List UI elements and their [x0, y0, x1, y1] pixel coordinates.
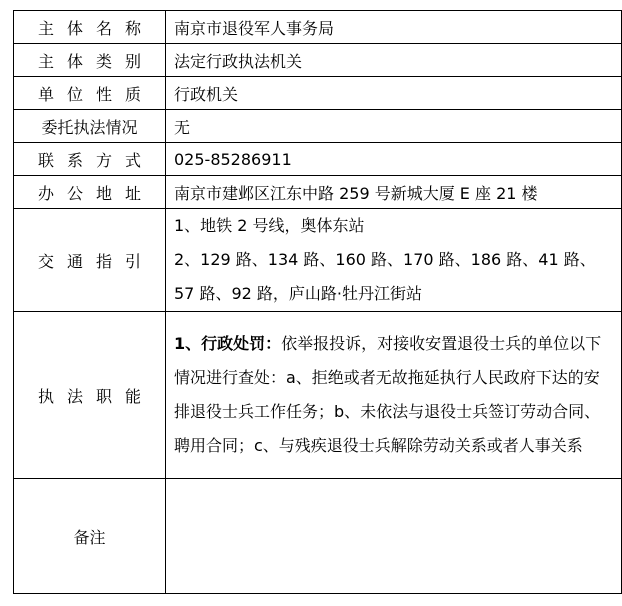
- label-duties: 执法职能: [37, 386, 154, 406]
- row-delegated-enforcement: [14, 110, 622, 143]
- label-delegated-enforcement: 委托执法情况: [14, 110, 166, 143]
- row-contact: [14, 143, 622, 176]
- label-contact: 联系方式: [37, 150, 154, 170]
- value-delegated-enforcement: 无: [166, 110, 622, 143]
- value-transport: [166, 209, 622, 312]
- label-transport: 交通指引: [37, 251, 154, 271]
- value-remarks: [166, 479, 622, 594]
- transport-line-1: 1、地铁 2 号线，奥体东站: [174, 216, 365, 235]
- row-transport: [14, 209, 622, 312]
- row-entity-type: [14, 44, 622, 77]
- row-office-address: [14, 176, 622, 209]
- row-entity-name: [14, 11, 622, 44]
- row-duties: [14, 312, 622, 479]
- value-contact: 025-85286911: [166, 143, 622, 176]
- value-entity-name: 南京市退役军人事务局: [166, 11, 622, 44]
- duties-heading: 1、行政处罚：: [174, 334, 282, 353]
- row-remarks: [14, 479, 622, 594]
- value-office-address: 南京市建邺区江东中路 259 号新城大厦 E 座 21 楼: [166, 176, 622, 209]
- label-unit-nature: 单位性质: [37, 84, 154, 104]
- value-entity-type: 法定行政执法机关: [166, 44, 622, 77]
- row-unit-nature: [14, 77, 622, 110]
- transport-line-2: 2、129 路、134 路、160 路、170 路、186 路、41 路、57 路、92 路，庐山路·牡丹江街站: [174, 250, 596, 303]
- value-duties: [166, 312, 622, 479]
- label-office-address: 办公地址: [37, 183, 154, 203]
- value-unit-nature: 行政机关: [166, 77, 622, 110]
- duties-text: 依举报投诉，对接收安置退役士兵的单位以下情况进行查处：a、拒绝或者无故拖延执行人民政府下达的安排退役士兵工作任务；b、未依法与退役士兵签订劳动合同、聘用合同；c、与残疾退役士兵解除劳动关系或者人事关系: [174, 334, 602, 455]
- label-entity-type: 主体类别: [37, 51, 154, 71]
- label-remarks: 备注: [14, 479, 166, 594]
- law-enforcement-info-table: [13, 10, 622, 594]
- label-entity-name: 主体名称: [37, 18, 154, 38]
